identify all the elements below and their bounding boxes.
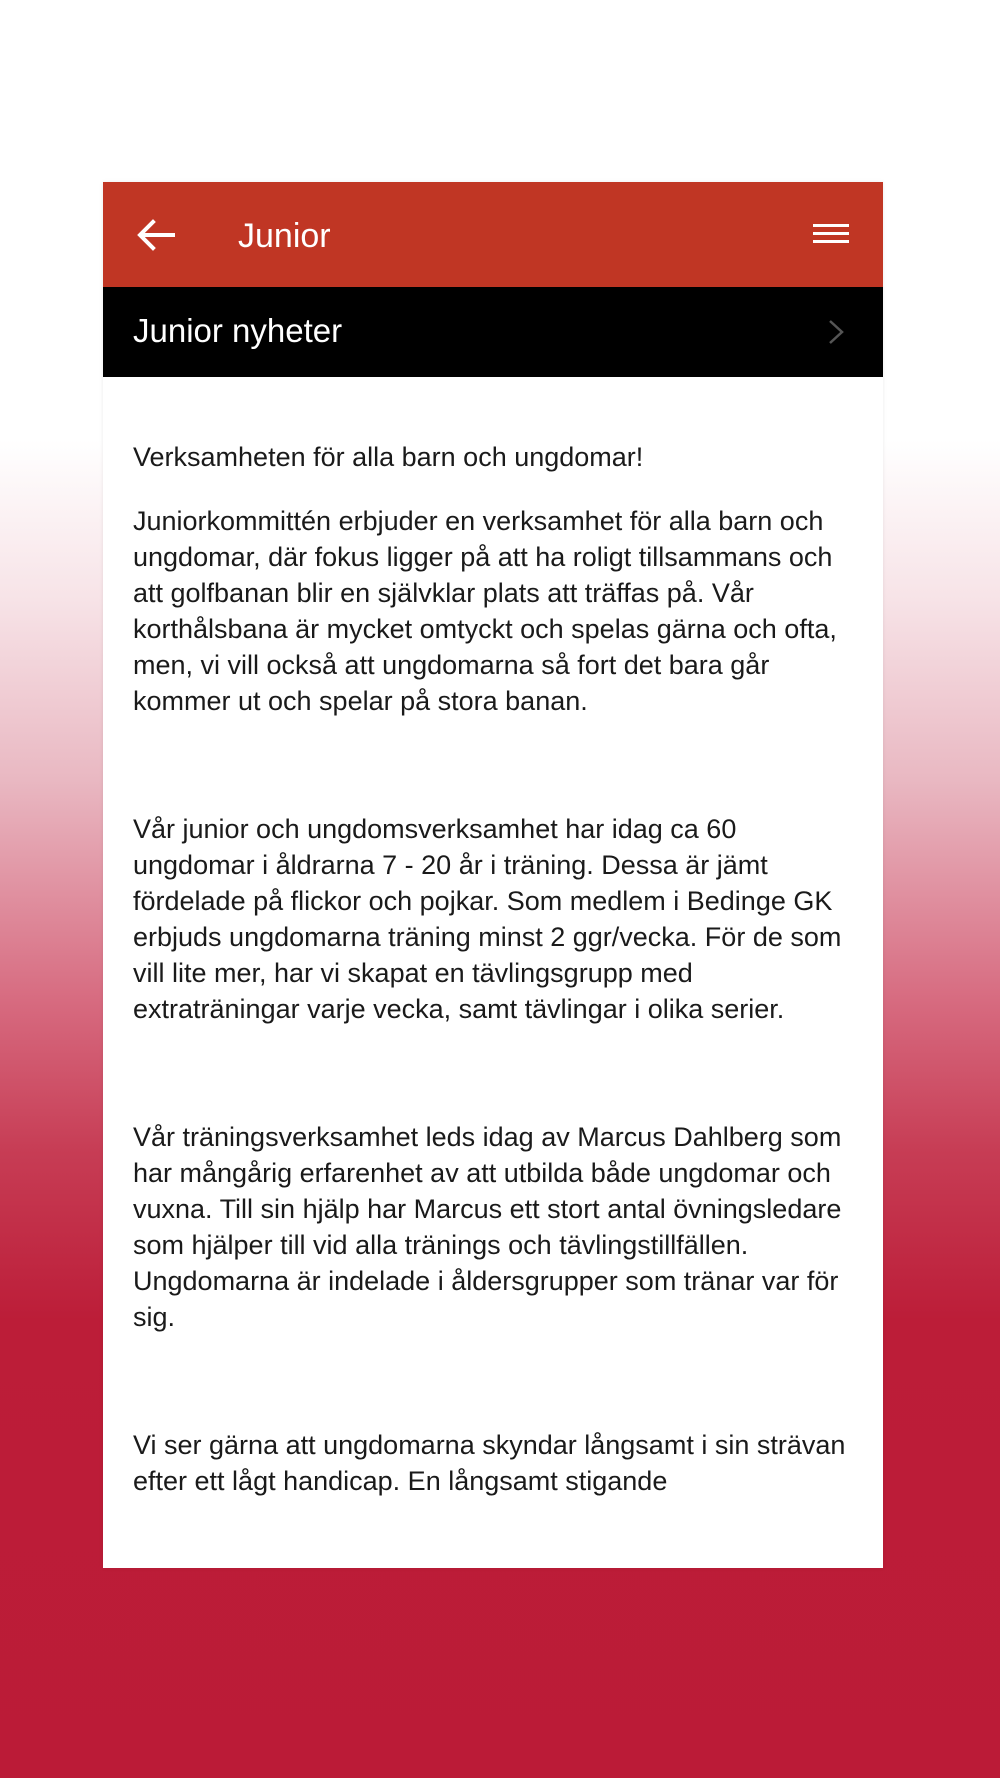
chevron-right-icon bbox=[825, 317, 847, 347]
article-content bbox=[103, 377, 883, 1499]
app-screen bbox=[103, 182, 883, 1568]
article-paragraph: Vi ser gärna att ungdomarna skyndar långsamt i sin strävan efter ett lågt handicap. En långsamt stigande bbox=[133, 1430, 846, 1496]
article-paragraph: Juniorkommittén erbjuder en verksamhet för alla barn och ungdomar, där fokus ligger på att ha roligt tillsammans och att golfbanan blir en självklar plats att träffas på. Vår korthålsbana är mycket omtyckt och spelas gärna och ofta, men, vi vill också att ungdomarna så fort det bara går kommer ut och spelar på stora banan. bbox=[133, 506, 837, 716]
menu-button[interactable] bbox=[811, 216, 853, 252]
article-paragraph: Vår träningsverksamhet leds idag av Marcus Dahlberg som har mångårig erfarenhet av att utbilda både ungdomar och vuxna. Till sin hjälp har Marcus ett stort antal övningsledare som hjälper till vid alla tränings och tävlingstillfällen. Ungdomarna är indelade i åldersgrupper som tränar var för sig. bbox=[133, 1122, 842, 1332]
back-button[interactable] bbox=[133, 212, 179, 258]
hamburger-menu-icon bbox=[811, 216, 853, 252]
section-title: Junior nyheter bbox=[133, 312, 343, 349]
arrow-left-icon bbox=[133, 212, 179, 258]
article-paragraph: Vår junior och ungdomsverksamhet har idag ca 60 ungdomar i åldrarna 7 - 20 år i träning. Dessa är jämt fördelade på flickor och pojkar. Som medlem i Bedinge GK erbjuds ungdomarna träning minst 2 ggr/vecka. För de som vill lite mer, har vi skapat en tävlingsgrupp med extraträningar varje vecka, samt tävlingar i olika serier. bbox=[133, 814, 842, 1024]
app-title: Junior bbox=[238, 217, 331, 255]
section-header-junior-news[interactable] bbox=[103, 287, 883, 377]
article-heading: Verksamheten för alla barn och ungdomar! bbox=[133, 442, 644, 472]
app-bar bbox=[103, 182, 883, 287]
